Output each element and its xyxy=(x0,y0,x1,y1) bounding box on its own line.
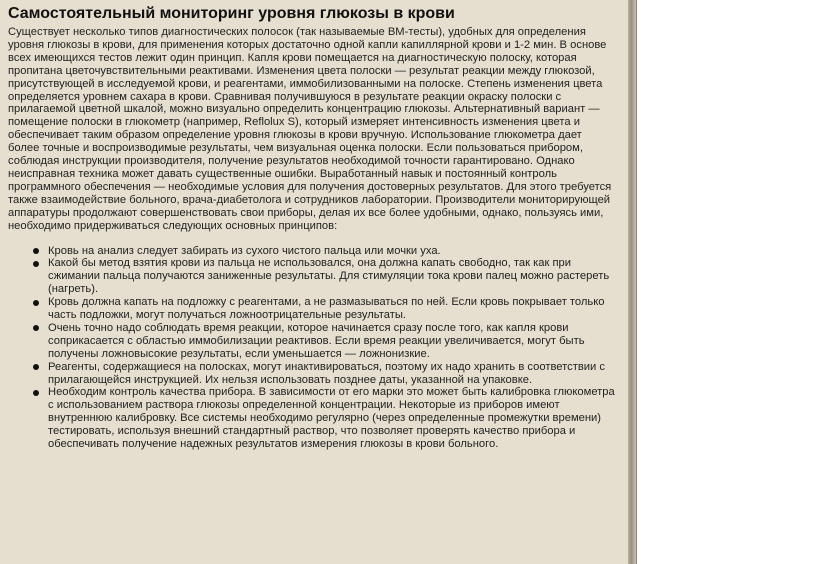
article-title: Самостоятельный мониторинг уровня глюкозы в крови xyxy=(8,5,455,22)
list-item-text: Какой бы метод взятия крови из пальца не использовался, она должна капать свободно, так как при сжимании пальца получаются заниженные результаты. Для стимуляции тока крови палец можно растереть (нагреть). xyxy=(48,257,610,296)
principles-list xyxy=(8,245,616,452)
list-item-text: Реагенты, содержащиеся на полосках, могут инактивироваться, поэтому их надо хранить в соответствии с прилагающейся инструкцией. Их нельзя использовать позднее даты, указанной на упаковке. xyxy=(48,360,605,386)
bullet-icon xyxy=(33,390,39,396)
list-item xyxy=(48,257,616,296)
panel-edge-shadow xyxy=(628,0,636,564)
list-item xyxy=(48,322,616,361)
list-item xyxy=(48,361,616,387)
panel-edge-line xyxy=(636,0,637,564)
article xyxy=(8,4,616,451)
bullet-icon xyxy=(33,261,39,267)
list-item-text: Очень точно надо соблюдать время реакции, которое начинается сразу после того, как капля крови соприкасается с областью иммобилизации реактивов. Если время реакции увеличивается, могут быть получены ложновысокие результаты, если уменьшается — ложнонизкие. xyxy=(48,321,585,360)
list-item-text: Кровь должна капать на подложку с реагентами, а не размазываться по ней. Если кровь покрывает только часть подложки, могут получаться ложноотрицательные результаты. xyxy=(48,296,605,322)
list-item xyxy=(48,245,616,258)
bullet-icon xyxy=(33,325,39,331)
list-item-text: Кровь на анализ следует забирать из сухого чистого пальца или мочки уха. xyxy=(48,244,441,257)
list-item-text: Необходим контроль качества прибора. В зависимости от его марки это может быть калибровка глюкометра с использованием раствора глюкозы определенной концентрации. Некоторые из приборов имеют внутреннюю калибровку. Все системы необходимо регулярно (через определенные промежутки времени) тестировать, используя внешний стандартный раствор, что позволяет проверять качество прибора и обеспечивать получение надежных результатов измерения глюкозы в крови больного. xyxy=(48,386,615,451)
article-intro: Существует несколько типов диагностических полосок (так называемые BM-тесты), удобных для определения уровня глюкозы в крови, для применения которых достаточно одной капли капиллярной крови и 1-2 мин. В основе всех имеющихся тестов лежит один принцип. Капля крови помещается на диагностическую полоску, которая пропитана цветочувствительными реактивами. Изменения цвета полоски — результат реакции между глюкозой, присутствующей в исследуемой крови, и реагентами, иммобилизованными на полоске. Степень изменения цвета определяется уровнем сахара в крови. Сравнивая получившуюся в результате реакции окраску полоски с прилагаемой цветной шкалой, можно визуально определить концентрацию глюкозы. Альтернативный вариант — помещение полоски в глюкометр (например, Reflolux S), который измеряет интенсивность изменения цвета и обеспечивает таким образом определение уровня глюкозы в крови вручную. Использование глюкометра дает более точные и воспроизводимые результаты, чем визуальная оценка полоски. Если пользоваться прибором, соблюдая инструкции производителя, получение результатов необходимой точности гарантировано. Однако неисправная техника может давать существенные ошибки. Выработанный навык и постоянный контроль программного обеспечения — необходимые условия для получения достоверных результатов. Для этого требуется также взаимодействие больного, врача-диабетолога и сотрудников лаборатории. Производители мониторирующей аппаратуры продолжают совершенствовать свои приборы, делая их все более удобными, однако, пользуясь ими, необходимо придерживаться следующих основных принципов: xyxy=(8,26,612,232)
bullet-icon xyxy=(33,300,39,306)
list-item xyxy=(48,296,616,322)
bullet-icon xyxy=(33,248,39,254)
bullet-icon xyxy=(33,364,39,370)
list-item xyxy=(48,386,616,451)
